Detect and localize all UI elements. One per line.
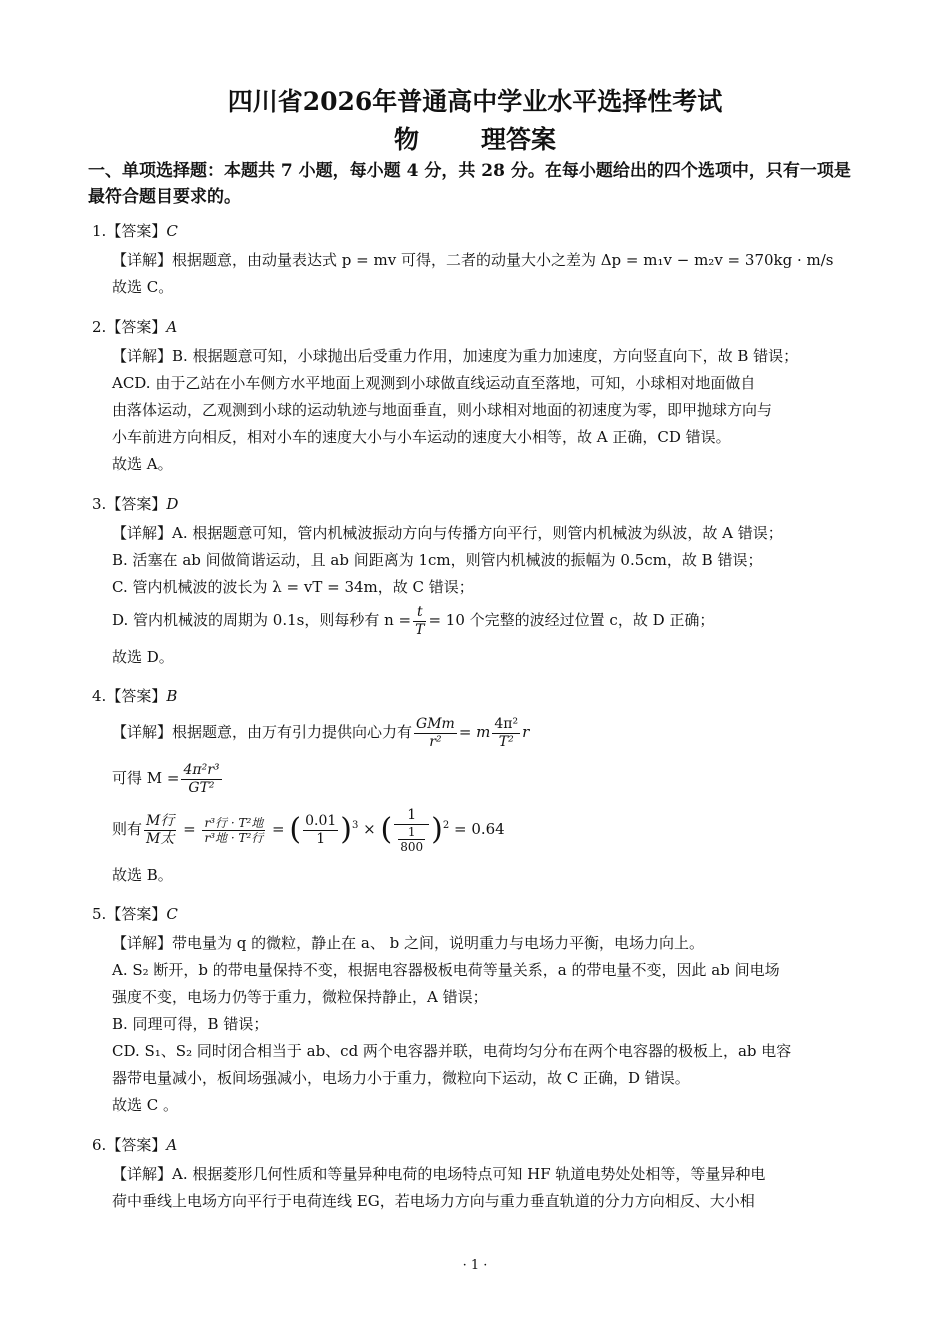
question-3-detail-line: 【详解】A. 根据题意可知，管内机械波振动方向与传播方向平行，则管内机械波为纵波，故 A 错误； — [112, 524, 783, 542]
question-2-detail-line: 由落体运动，乙观测到小球的运动轨迹与地面垂直，则小球相对地面的初速度为零，即甲抛球方向与 — [112, 401, 773, 419]
question-1-number: 1.【答案】C — [92, 222, 178, 240]
subject-a: 物 — [393, 125, 419, 154]
subject-title — [0, 120, 950, 156]
question-6-number: 6.【答案】A — [92, 1136, 178, 1154]
question-5-detail-line: 【详解】带电量为 q 的微粒，静止在 a、 b 之间，说明重力与电场力平衡，电场力向上。 — [112, 934, 705, 952]
question-4-answer: B — [166, 687, 178, 705]
question-5-conclusion: 故选 C 。 — [112, 1096, 179, 1114]
question-3-conclusion: 故选 D。 — [112, 648, 174, 666]
question-3-answer: D — [166, 495, 179, 513]
question-1-answer: C — [166, 222, 178, 240]
fraction-mass-ratio: $\frac{\text{M行}}{\text{M太}}$ — [146, 812, 175, 847]
fraction-one-over-1800: $\frac{1}{\frac{1}{800}}$ — [394, 807, 429, 854]
section-heading-line1: 一、单项选择题：本题共 7 小题，每小题 4 分，共 28 分。在每小题给出的四个选项中，只有一项是 — [88, 161, 851, 181]
question-5-answer: C — [166, 905, 178, 923]
question-2-detail-line: 小车前进方向相反，相对小车的速度大小与小车运动的速度大小相等，故 A 正确，CD 错误。 — [112, 428, 731, 446]
question-2-detail-line: ACD. 由于乙站在小车侧方水平地面上观测到小球做直线运动直至落地，可知，小球相对地面做自 — [112, 374, 756, 392]
question-4-number: 4.【答案】B — [92, 687, 178, 705]
question-2-detail-line: 【详解】B. 根据题意可知，小球抛出后受重力作用，加速度为重力加速度，方向竖直向下，故 B 错误； — [112, 347, 799, 365]
fraction-001: $\frac{0.01}{1}$ — [305, 812, 337, 847]
question-3-detail-line: B. 活塞在 ab 间做简谐运动，且 ab 间距离为 1cm，则管内机械波的振幅为 0.5cm，故 B 错误； — [112, 551, 763, 569]
exam-title: 四川省2026年普通高中学业水平选择性考试 — [227, 87, 723, 116]
page-number: · 1 · — [462, 1258, 488, 1273]
section-heading — [88, 158, 878, 210]
question-5-detail-line: A. S₂ 断开，b 的带电量保持不变，根据电容器极板电荷等量关系，a 的带电量不变，因此 ab 间电场 — [112, 961, 780, 979]
fraction-radius-period: $\frac{\text{r³行 · T²地}}{\text{r³地 · T²行}}$ — [204, 815, 264, 845]
question-4-equation-2: 可得 M = $\frac{\text{4π²r³}}{\text{GT²}}$ — [112, 761, 220, 796]
question-6-detail-line: 【详解】A. 根据菱形几何性质和等量异种电荷的电场特点可知 HF 轨道电势处处相等，等量异种电 — [112, 1165, 766, 1183]
subject-b: 理答案 — [481, 125, 557, 154]
question-1-detail: 【详解】根据题意，由动量表达式 p = mv 可得，二者的动量大小之差为 Δp = m₁v − m₂v = 370kg · m/s — [112, 251, 834, 269]
question-2-answer: A — [166, 318, 178, 336]
question-4-equation-1: 【详解】根据题意，由万有引力提供向心力有 $\frac{\text{GMm}}{\text{r²}}$ = m $\frac{\text{4π²}}{\text{T²}}$ r — [112, 715, 530, 750]
fraction-1800: $\frac{1}{800}$ — [400, 824, 424, 854]
section-heading-line2: 最符合题目要求的。 — [88, 187, 241, 207]
fraction-gmm: $\frac{\text{GMm}}{\text{r²}}$ — [416, 715, 455, 750]
fraction-mass: $\frac{\text{4π²r³}}{\text{GT²}}$ — [183, 761, 220, 796]
question-6-detail-line: 荷中垂线上电场方向平行于电荷连线 EG，若电场力方向与重力垂直轨道的分力方向相反、大小相 — [112, 1192, 755, 1210]
question-5-number: 5.【答案】C — [92, 905, 178, 923]
question-4-conclusion: 故选 B。 — [112, 866, 173, 884]
question-5-detail-line: CD. S₁、S₂ 同时闭合相当于 ab、cd 两个电容器并联，电荷均匀分布在两个电容器的极板上，ab 电容 — [112, 1042, 792, 1060]
question-5-detail-line: 强度不变，电场力仍等于重力，微粒保持静止，A 错误； — [112, 988, 488, 1006]
question-2-number: 2.【答案】A — [92, 318, 178, 336]
question-3-detail-line: C. 管内机械波的波长为 λ = vT = 34m，故 C 错误； — [112, 578, 474, 596]
question-3-number: 3.【答案】D — [92, 495, 179, 513]
question-5-detail-line: B. 同理可得，B 错误； — [112, 1015, 269, 1033]
question-3-detail-line-d: D. 管内机械波的周期为 0.1s，则每秒有 n = $\frac{t}{T}$ = 10 个完整的波经过位置 c，故 D 正确； — [112, 603, 715, 638]
question-5-detail-line: 器带电量减小，板间场强减小，电场力小于重力，微粒向下运动，故 C 正确，D 错误。 — [112, 1069, 690, 1087]
fraction-t-over-T: $\frac{t}{T}$ — [415, 603, 425, 638]
question-4-equation-3: 则有 $\frac{\text{M行}}{\text{M太}}$ = $\frac{\text{r³行 · T²地}}{\text{r³地 · T²行}}$ = ( $\frac{0.01}{1}$ )$^3$ × ( $\frac{1}{\frac{1}{800}}$ )$^2$ = 0.64 — [112, 806, 505, 854]
question-6-answer: A — [166, 1136, 178, 1154]
fraction-4pi2-t2: $\frac{\text{4π²}}{\text{T²}}$ — [494, 715, 519, 750]
question-1-conclusion: 故选 C。 — [112, 278, 174, 296]
question-2-conclusion: 故选 A。 — [112, 455, 173, 473]
answer-label: 【答案】 — [106, 222, 167, 240]
